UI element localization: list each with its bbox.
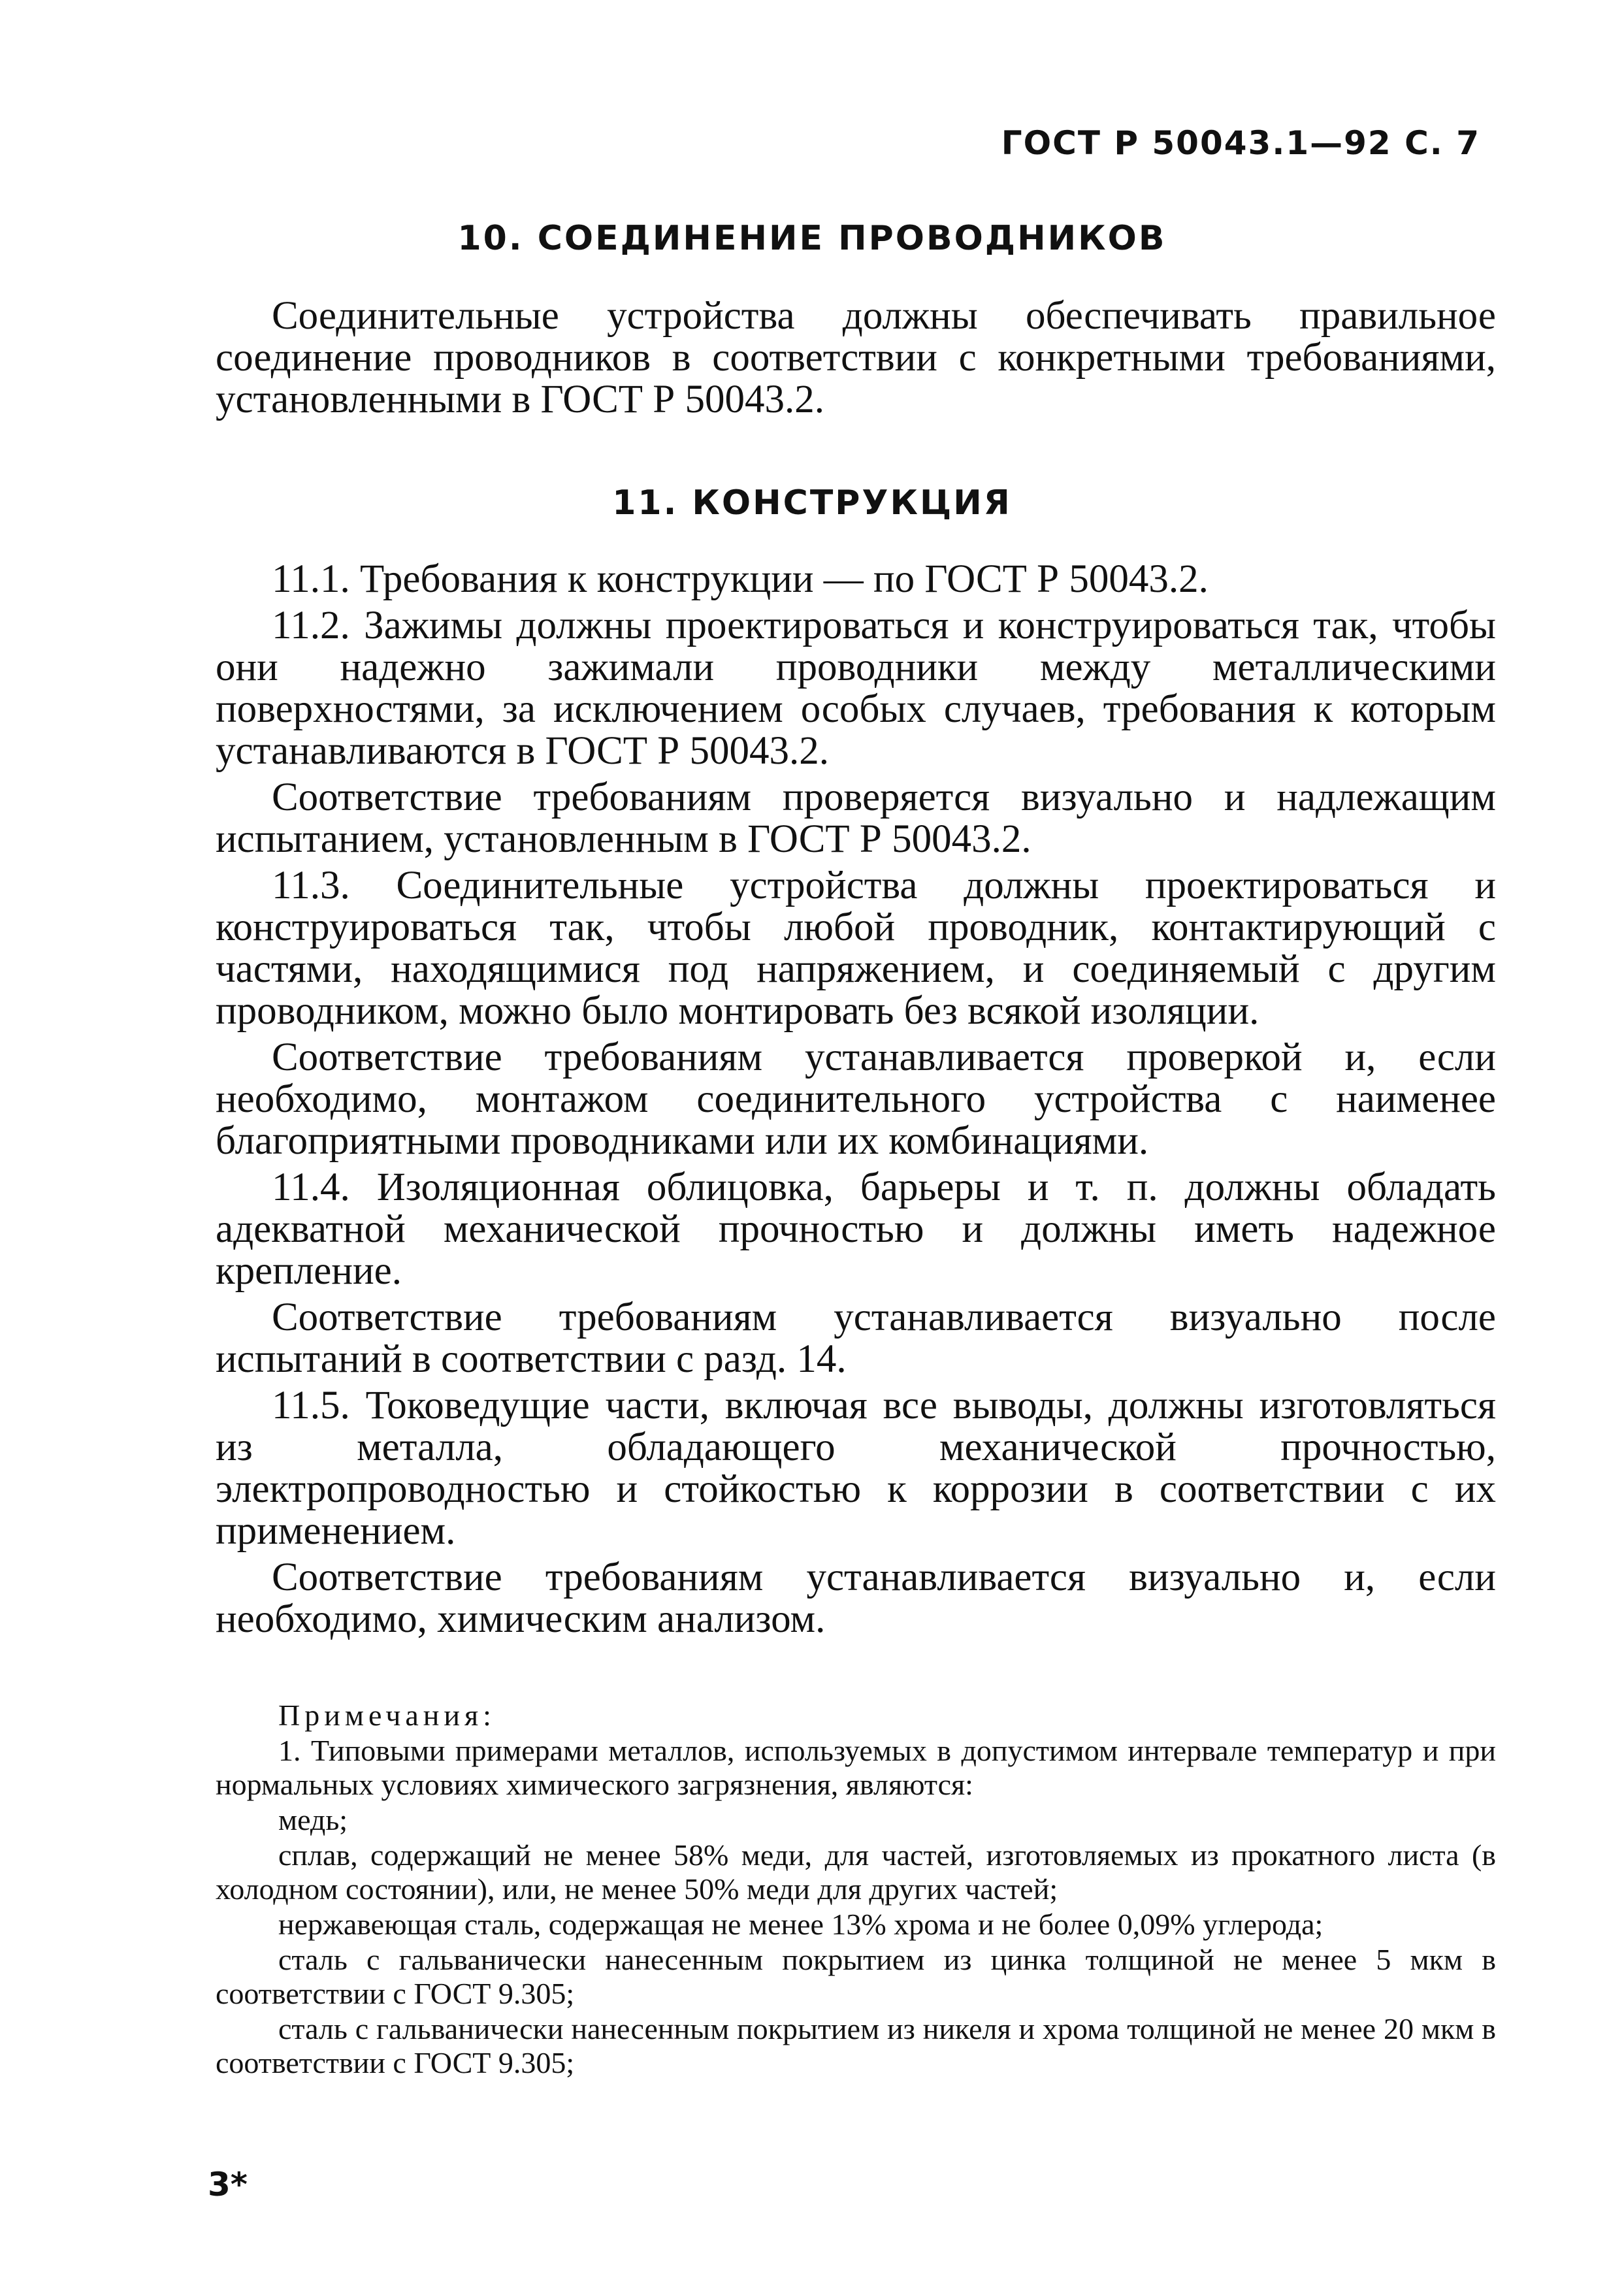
paragraph-11-5-check: Соответствие требованиям устанавливается визуально и, если необходимо, химическим анализом. — [216, 1555, 1496, 1641]
section-11-body — [216, 559, 1496, 1645]
note-item: сплав, содержащий не менее 58% меди, для частей, изготовляемых из прокатного листа (в холодном состоянии), или, не менее 50% меди для других частей; — [216, 1838, 1496, 1906]
section-11-heading: 11. КОНСТРУКЦИЯ — [612, 483, 1012, 523]
note-item: нержавеющая сталь, содержащая не менее 13% хрома и не более 0,09% углерода; — [278, 1908, 1324, 1941]
note-item: 1. Типовыми примерами металлов, используемых в допустимом интервале температур и при нормальных условиях химического загрязнения, являются: — [216, 1734, 1496, 1801]
page-header-doc-ref: ГОСТ Р 50043.1—92 С. 7 — [1001, 124, 1480, 162]
note-item: медь; — [278, 1803, 348, 1836]
paragraph-11-1: 11.1. Требования к конструкции — по ГОСТ Р 50043.2. — [272, 557, 1209, 601]
paragraph-11-5: 11.5. Токоведущие части, включая все выводы, должны изготовляться из металла, обладающего механической прочностью, электропроводностью и стойкостью к коррозии в соответствии с их применением. — [216, 1384, 1496, 1553]
notes-title: Примечания: — [278, 1699, 496, 1732]
paragraph-11-2: 11.2. Зажимы должны проектироваться и конструироваться так, чтобы они надежно зажимали проводники между металлическими поверхностями, за исключением особых случаев, требования к которым устанавливаются в ГОСТ Р 50043.2. — [216, 604, 1496, 773]
section-10-body — [216, 295, 1496, 425]
paragraph-11-2-check: Соответствие требованиям проверяется визуально и надлежащим испытанием, установленным в ГОСТ Р 50043.2. — [216, 775, 1496, 861]
note-item: сталь с гальванически нанесенным покрытием из никеля и хрома толщиной не менее 20 мкм в соответствии с ГОСТ 9.305; — [216, 2012, 1496, 2079]
paragraph-11-3: 11.3. Соединительные устройства должны проектироваться и конструироваться так, чтобы любой проводник, контактирующий с частями, находящимися под напряжением, и соединяемый с другим проводником, можно было монтировать без всякой изоляции. — [216, 864, 1496, 1033]
paragraph-11-4: 11.4. Изоляционная облицовка, барьеры и т. п. должны обладать адекватной механической прочностью и должны иметь надежное крепление. — [216, 1165, 1496, 1293]
section-10-heading: 10. СОЕДИНЕНИЕ ПРОВОДНИКОВ — [457, 219, 1167, 258]
signature-mark: 3* — [208, 2166, 248, 2204]
paragraph: Соединительные устройства должны обеспечивать правильное соединение проводников в соответствии с конкретными требованиями, установленными в ГОСТ Р 50043.2. — [216, 294, 1496, 421]
notes-block — [216, 1699, 1496, 2081]
paragraph-11-3-check: Соответствие требованиям устанавливается проверкой и, если необходимо, монтажом соединительного устройства с наименее благоприятными проводниками или их комбинациями. — [216, 1035, 1496, 1163]
note-item: сталь с гальванически нанесенным покрытием из цинка толщиной не менее 5 мкм в соответствии с ГОСТ 9.305; — [216, 1943, 1496, 2010]
paragraph-11-4-check: Соответствие требованиям устанавливается визуально после испытаний в соответствии с разд. 14. — [216, 1295, 1496, 1381]
